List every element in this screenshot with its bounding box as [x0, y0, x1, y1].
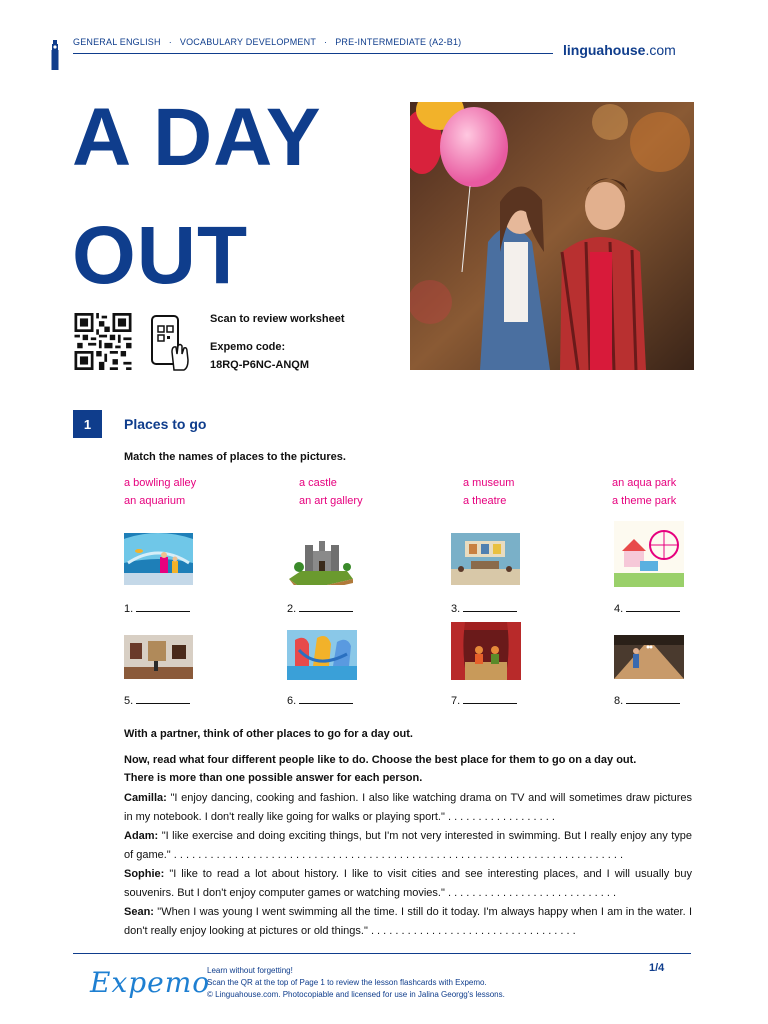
person-name: Sean: — [124, 906, 154, 918]
answer-blank[interactable] — [626, 601, 680, 612]
partner-instruction: With a partner, think of other places to go for a day out. — [124, 728, 413, 740]
answer-blank[interactable] — [299, 693, 353, 704]
answer-number: 6. — [287, 695, 297, 707]
answer-3[interactable] — [451, 601, 517, 615]
section-number: 1 — [73, 410, 102, 438]
footer-copyright: © Linguahouse.com. Photocopiable and licensed for use in Jalina Georgg's lessons. — [207, 990, 505, 999]
footer-tagline: Learn without forgetting! — [207, 966, 293, 975]
answer-1[interactable] — [124, 601, 190, 615]
person-quote: "I like to read a lot about history. I like to visit cities and see interesting places, and I will usually buy souvenirs. But I don't enjoy computer games or watching movies." — [124, 868, 692, 899]
word-museum: a museum — [463, 477, 515, 489]
answer-8[interactable] — [614, 693, 680, 707]
qr-code[interactable] — [73, 313, 133, 370]
person-name: Camilla: — [124, 792, 167, 804]
answer-2[interactable] — [287, 601, 353, 615]
answer-number: 4. — [614, 603, 624, 615]
page-title-line-2: OUT — [72, 210, 249, 301]
answer-dots[interactable]: . . . . . . . . . . . . . . . . . . . . . . . . . . . . . . . . . . — [370, 925, 576, 937]
answer-dots[interactable]: . . . . . . . . . . . . . . . . . . — [447, 811, 555, 823]
answer-blank[interactable] — [136, 601, 190, 612]
answer-5[interactable] — [124, 693, 190, 707]
word-bowling-alley: a bowling alley — [124, 477, 197, 489]
match-instruction: Match the names of places to the pictures. — [124, 451, 346, 463]
answer-dots[interactable]: . . . . . . . . . . . . . . . . . . . . . . . . . . . . — [447, 887, 617, 899]
person-quote: "When I was young I went swimming all the time. I still do it today. I'm always happy when I am in the water. I don't really enjoy looking at pictures or old things." — [124, 906, 693, 937]
person-sean — [124, 903, 692, 941]
answer-number: 7. — [451, 695, 461, 707]
castle-picture — [287, 533, 356, 585]
answer-dots[interactable]: . . . . . . . . . . . . . . . . . . . . . . . . . . . . . . . . . . . . . . . . . . . . . . . . . . . . . . . . . . . . . . . . . . . . . . . . . . — [173, 849, 624, 861]
aqua-park-picture — [287, 630, 357, 680]
theme-park-picture — [614, 521, 684, 587]
answer-number: 3. — [451, 603, 461, 615]
answer-blank[interactable] — [299, 601, 353, 612]
answer-number: 5. — [124, 695, 134, 707]
header-divider — [73, 53, 553, 54]
page-number: 1/4 — [649, 962, 665, 974]
answer-number: 2. — [287, 603, 297, 615]
section-title: Places to go — [124, 416, 207, 432]
person-quote: "I like exercise and doing exciting things, but I'm not very interested in swimming. But I really enjoy any type of game." — [124, 830, 692, 861]
brand-suffix: .com — [645, 42, 676, 58]
word-castle: a castle — [299, 477, 337, 489]
scan-instruction: Scan to review worksheet — [210, 313, 345, 325]
person-quote: "I enjoy dancing, cooking and fashion. I also like watching drama on TV and will sometimes draw pictures in my notebook. I don't really like going for walks or playing sport." — [124, 792, 692, 823]
person-name: Sophie: — [124, 868, 165, 880]
word-aquarium: an aquarium — [124, 495, 186, 507]
task-instruction-1: Now, read what four different people like to do. Choose the best place for them to go on a day out. — [124, 754, 637, 766]
answer-4[interactable] — [614, 601, 680, 615]
answer-number: 1. — [124, 603, 134, 615]
word-art-gallery: an art gallery — [299, 495, 363, 507]
word-theatre: a theatre — [463, 495, 507, 507]
museum-picture — [451, 533, 520, 585]
big-ben-icon — [50, 40, 60, 70]
word-aqua-park: an aqua park — [612, 477, 677, 489]
answer-blank[interactable] — [463, 601, 517, 612]
art-gallery-picture — [124, 635, 193, 679]
expemo-logo[interactable]: Expemo — [90, 966, 211, 999]
phone-scan-icon — [150, 314, 192, 372]
answer-number: 8. — [614, 695, 624, 707]
bowling-alley-picture — [614, 635, 684, 679]
person-camilla — [124, 789, 692, 827]
footer-divider — [73, 953, 691, 954]
breadcrumb-level-2: VOCABULARY DEVELOPMENT — [179, 37, 317, 47]
task-instruction-2: There is more than one possible answer for each person. — [124, 772, 423, 784]
couple-with-balloons-photo — [410, 102, 694, 370]
answer-7[interactable] — [451, 693, 517, 707]
answer-blank[interactable] — [463, 693, 517, 704]
linguahouse-logo[interactable] — [563, 42, 676, 58]
person-adam — [124, 827, 692, 865]
person-sophie — [124, 865, 692, 903]
expemo-code: 18RQ-P6NC-ANQM — [210, 359, 310, 371]
theatre-picture — [451, 622, 521, 680]
answer-blank[interactable] — [136, 693, 190, 704]
breadcrumb: GENERAL ENGLISH · VOCABULARY DEVELOPMENT · PRE-INTERMEDIATE (A2-B1) — [73, 37, 462, 47]
page-title-line-1: A DAY — [72, 92, 322, 183]
breadcrumb-level-3: PRE-INTERMEDIATE (A2-B1) — [335, 37, 462, 47]
footer-scan-note: Scan the QR at the top of Page 1 to review the lesson flashcards with Expemo. — [207, 978, 487, 987]
brand-main: linguahouse — [563, 42, 646, 58]
aquarium-picture — [124, 533, 193, 585]
person-name: Adam: — [124, 830, 159, 842]
expemo-code-label: Expemo code: — [210, 341, 286, 353]
answer-6[interactable] — [287, 693, 353, 707]
answer-blank[interactable] — [626, 693, 680, 704]
breadcrumb-level-1: GENERAL ENGLISH — [73, 37, 161, 47]
word-theme-park: a theme park — [612, 495, 677, 507]
